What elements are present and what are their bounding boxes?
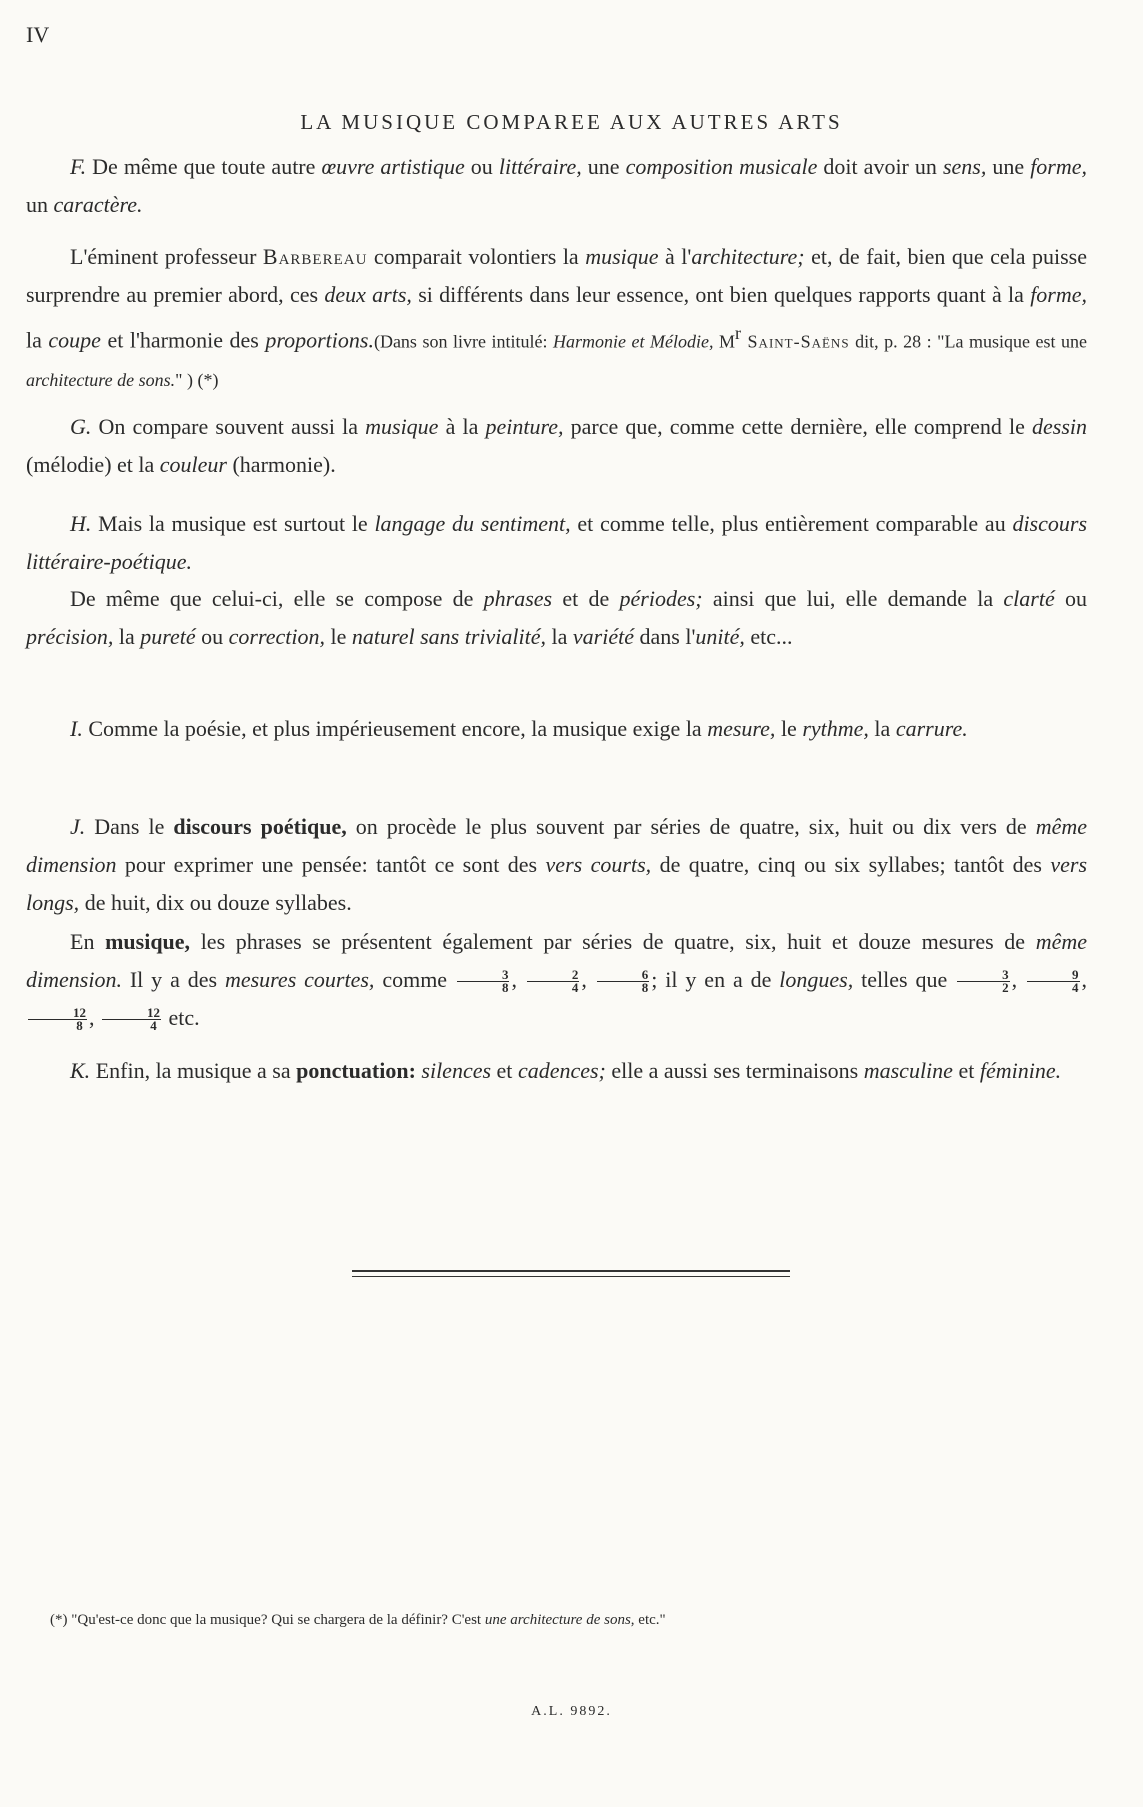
fraction: $\frac{12}{8}$	[28, 1007, 87, 1032]
fraction: $\frac{2}{4}$	[527, 969, 580, 994]
fraction: $\frac{3}{8}$	[457, 969, 510, 994]
section-label-j: J.	[70, 814, 86, 839]
paragraph-f: F. De même que toute autre œuvre artistique ou littéraire, une composition musicale doit avoir un sens, une forme, un caractère.	[26, 154, 1088, 217]
section-label-h: H.	[70, 511, 92, 536]
short-measures: $\frac{3}{8}$ , $\frac{2}{4}$ , $\frac{6}{8}$	[455, 967, 651, 992]
divider-rule-top	[352, 1270, 790, 1272]
fraction: $\frac{12}{4}$	[102, 1007, 161, 1032]
long-measures: $\frac{3}{2}$ , $\frac{9}{4}$ , $\frac{12}{8}$ , $\frac{12}{4}$	[26, 967, 1087, 1030]
paragraph-j: J. Dans le discours poétique, on procède le plus souvent par séries de quatre, six, huit ou dix vers de même dimension pour exprimer une pensée: tantôt ce sont des vers courts, de quatre, cinq ou six syllabes; tantôt des vers longs, de huit, dix ou douze syllabes.	[26, 814, 1088, 915]
paragraph-h: H. Mais la musique est surtout le langage du sentiment, et comme telle, plus entièrement comparable au discours littéraire-poétique.	[26, 511, 1087, 574]
paragraph-g: G. On compare souvent aussi la musique à la peinture, parce que, comme cette dernière, elle comprend le dessin (mélodie) et la couleur (harmonie).	[26, 414, 1087, 477]
section-label-f: F.	[70, 154, 87, 179]
footnote: (*) "Qu'est-ce donc que la musique? Qui se chargera de la définir? C'est une architecture de sons, etc."	[50, 1612, 666, 1628]
paragraph-f-barbereau: L'éminent professeur Barbereau comparait volontiers la musique à l'architecture; et, de fait, bien que cela puisse surprendre au premier abord, ces deux arts, si différents dans leur essence, ont bien quelques rapports quant à la forme, la coupe et l'harmonie des proportions.(Dans son livre intitulé: Harmonie et Mélodie, $M^r$ Saint-Saëns dit, p. 28 : "La musique est une architecture de sons." ) (*)	[26, 244, 1088, 391]
section-label-g: G.	[70, 414, 92, 439]
paragraph-h-phrases: De même que celui-ci, elle se compose de phrases et de périodes; ainsi que lui, elle demande la clarté ou précision, la pureté ou correction, le naturel sans trivialité, la variété dans l'unité, etc...	[26, 586, 1087, 649]
page-heading: LA MUSIQUE COMPAREE AUX AUTRES ARTS	[300, 110, 843, 134]
paragraph-k: K. Enfin, la musique a sa ponctuation: silences et cadences; elle a aussi ses terminaisons masculine et féminine.	[70, 1058, 1062, 1083]
paragraph-i: I. Comme la poésie, et plus impérieusement encore, la musique exige la mesure, le rythme, la carrure.	[70, 716, 968, 741]
paragraph-j-musique: En musique, les phrases se présentent également par séries de quatre, six, huit et douze mesures de même dimension. Il y a des mesures courtes, comme $\frac{3}{8}$ , $\frac{2}{4}$ , $\frac{6}{8}$ ; il y en a de longues, telles que $\frac{3}{2}$ , $\frac{9}{4}$ , $\frac{12}{8}$ , $\frac{12}{4}$ etc.	[26, 929, 1088, 1034]
divider-rule-bottom	[352, 1276, 790, 1277]
section-label-k: K.	[70, 1058, 91, 1083]
printer-mark: A.L. 9892.	[531, 1704, 612, 1719]
fraction: $\frac{6}{8}$	[597, 969, 650, 994]
fraction: $\frac{3}{2}$	[957, 969, 1010, 994]
fraction: $\frac{9}{4}$	[1027, 969, 1080, 994]
page-number: IV	[26, 22, 50, 47]
section-label-i: I.	[70, 716, 83, 741]
